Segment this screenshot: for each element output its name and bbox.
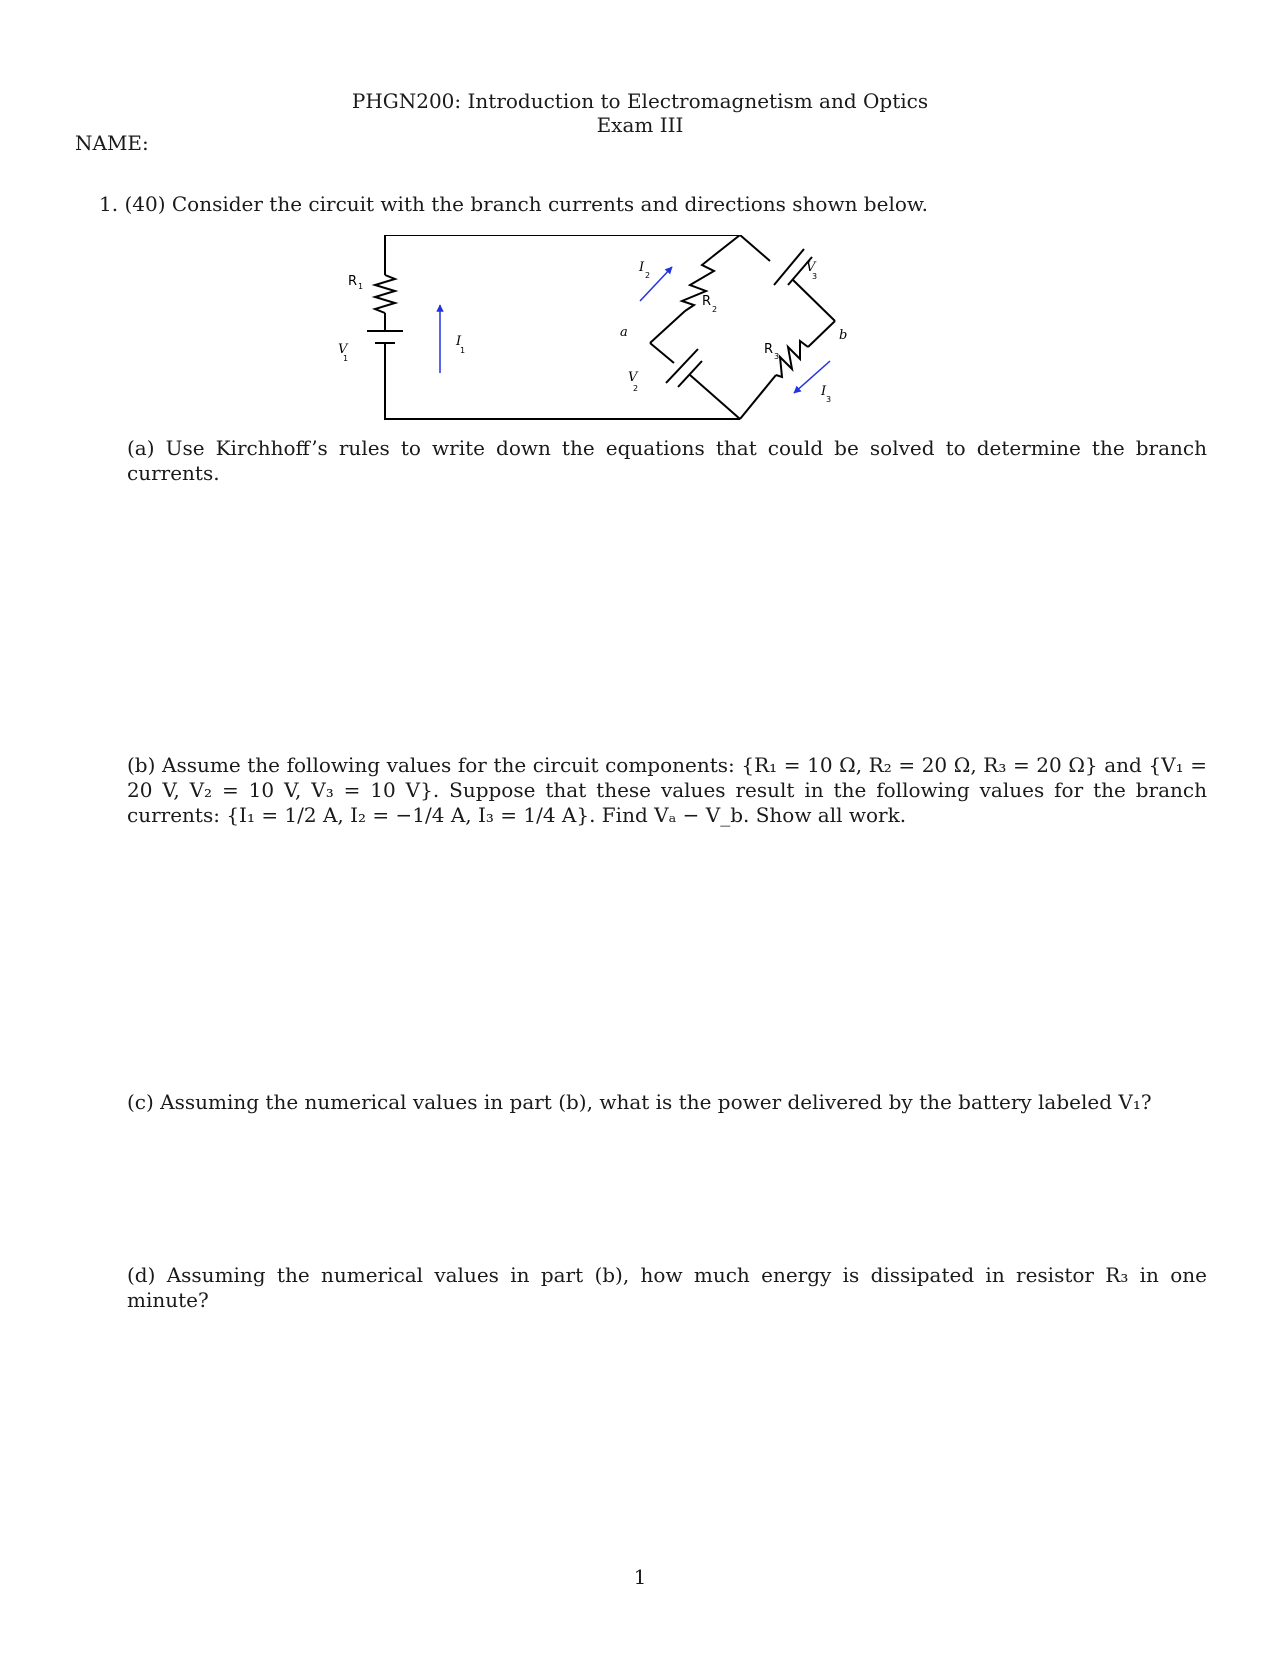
label-i2-sub: 2 <box>645 271 651 280</box>
label-i3: I <box>821 384 827 399</box>
label-v2-sub: 2 <box>633 384 639 393</box>
wire-b-r3 <box>808 321 835 347</box>
wire-v3-b <box>792 279 835 321</box>
resistor-r3 <box>776 341 808 377</box>
label-v1: V <box>338 342 348 357</box>
label-r1: R <box>348 274 358 289</box>
label-v1-sub: 1 <box>343 354 349 363</box>
label-node-b: b <box>839 328 848 343</box>
wire-bottom <box>385 343 740 419</box>
label-r1-sub: 1 <box>358 282 364 291</box>
wire-top <box>385 235 740 275</box>
label-r3: R <box>764 342 774 357</box>
resistor-r1 <box>375 275 395 313</box>
wire-r3-bottom <box>740 375 776 419</box>
part-c-text: (c) Assuming the numerical values in part (b), what is the power delivered by the battery labeled V₁? <box>127 1090 1152 1114</box>
label-v2: V <box>628 370 638 385</box>
part-a-text: (a) Use Kirchhoff’s rules to write down the equations that could be solved to determine the branch currents. <box>127 436 1207 485</box>
wire-r2-a <box>650 311 685 343</box>
label-r2-sub: 2 <box>712 305 718 314</box>
course-title: PHGN200: Introduction to Electromagnetism and Optics <box>351 89 929 113</box>
label-v3-sub: 3 <box>812 272 818 281</box>
wire-v2-bottom <box>690 375 740 419</box>
circuit-diagram <box>330 235 890 435</box>
question-1-prompt: 1. (40) Consider the circuit with the branch currents and directions shown below. <box>99 192 928 216</box>
part-b-text: (b) Assume the following values for the circuit components: {R₁ = 10 Ω, R₂ = 20 Ω, R₃ = 20 Ω} and {V₁ = 20 V, V₂ = 10 V, V₃ = 10 V}. Suppose that these values result in the following values for the branch currents: {I₁ = 1/2 A, I₂ = −1/4 A, I₃ = 1/4 A}. Find Vₐ − V_b. Show all work. <box>127 753 1207 827</box>
label-i3-sub: 3 <box>826 395 832 404</box>
page-number: 1 <box>633 1565 647 1589</box>
label-r2: R <box>702 294 712 309</box>
label-v3: V <box>806 260 816 275</box>
wire-a-v2 <box>650 343 674 363</box>
label-i1: I <box>456 334 462 349</box>
label-i1-sub: 1 <box>460 346 466 355</box>
wire-top-v3 <box>740 235 770 261</box>
wire-top-r2 <box>712 235 740 257</box>
part-d-text: (d) Assuming the numerical values in part (b), how much energy is dissipated in resistor R₃ in one minute? <box>127 1263 1207 1312</box>
battery-v3-long-plate <box>774 249 804 285</box>
label-i2: I <box>639 260 645 275</box>
label-node-a: a <box>620 325 628 340</box>
exam-title: Exam III <box>596 113 684 137</box>
name-label: NAME: <box>75 131 149 155</box>
label-r3-sub: 3 <box>774 352 780 361</box>
